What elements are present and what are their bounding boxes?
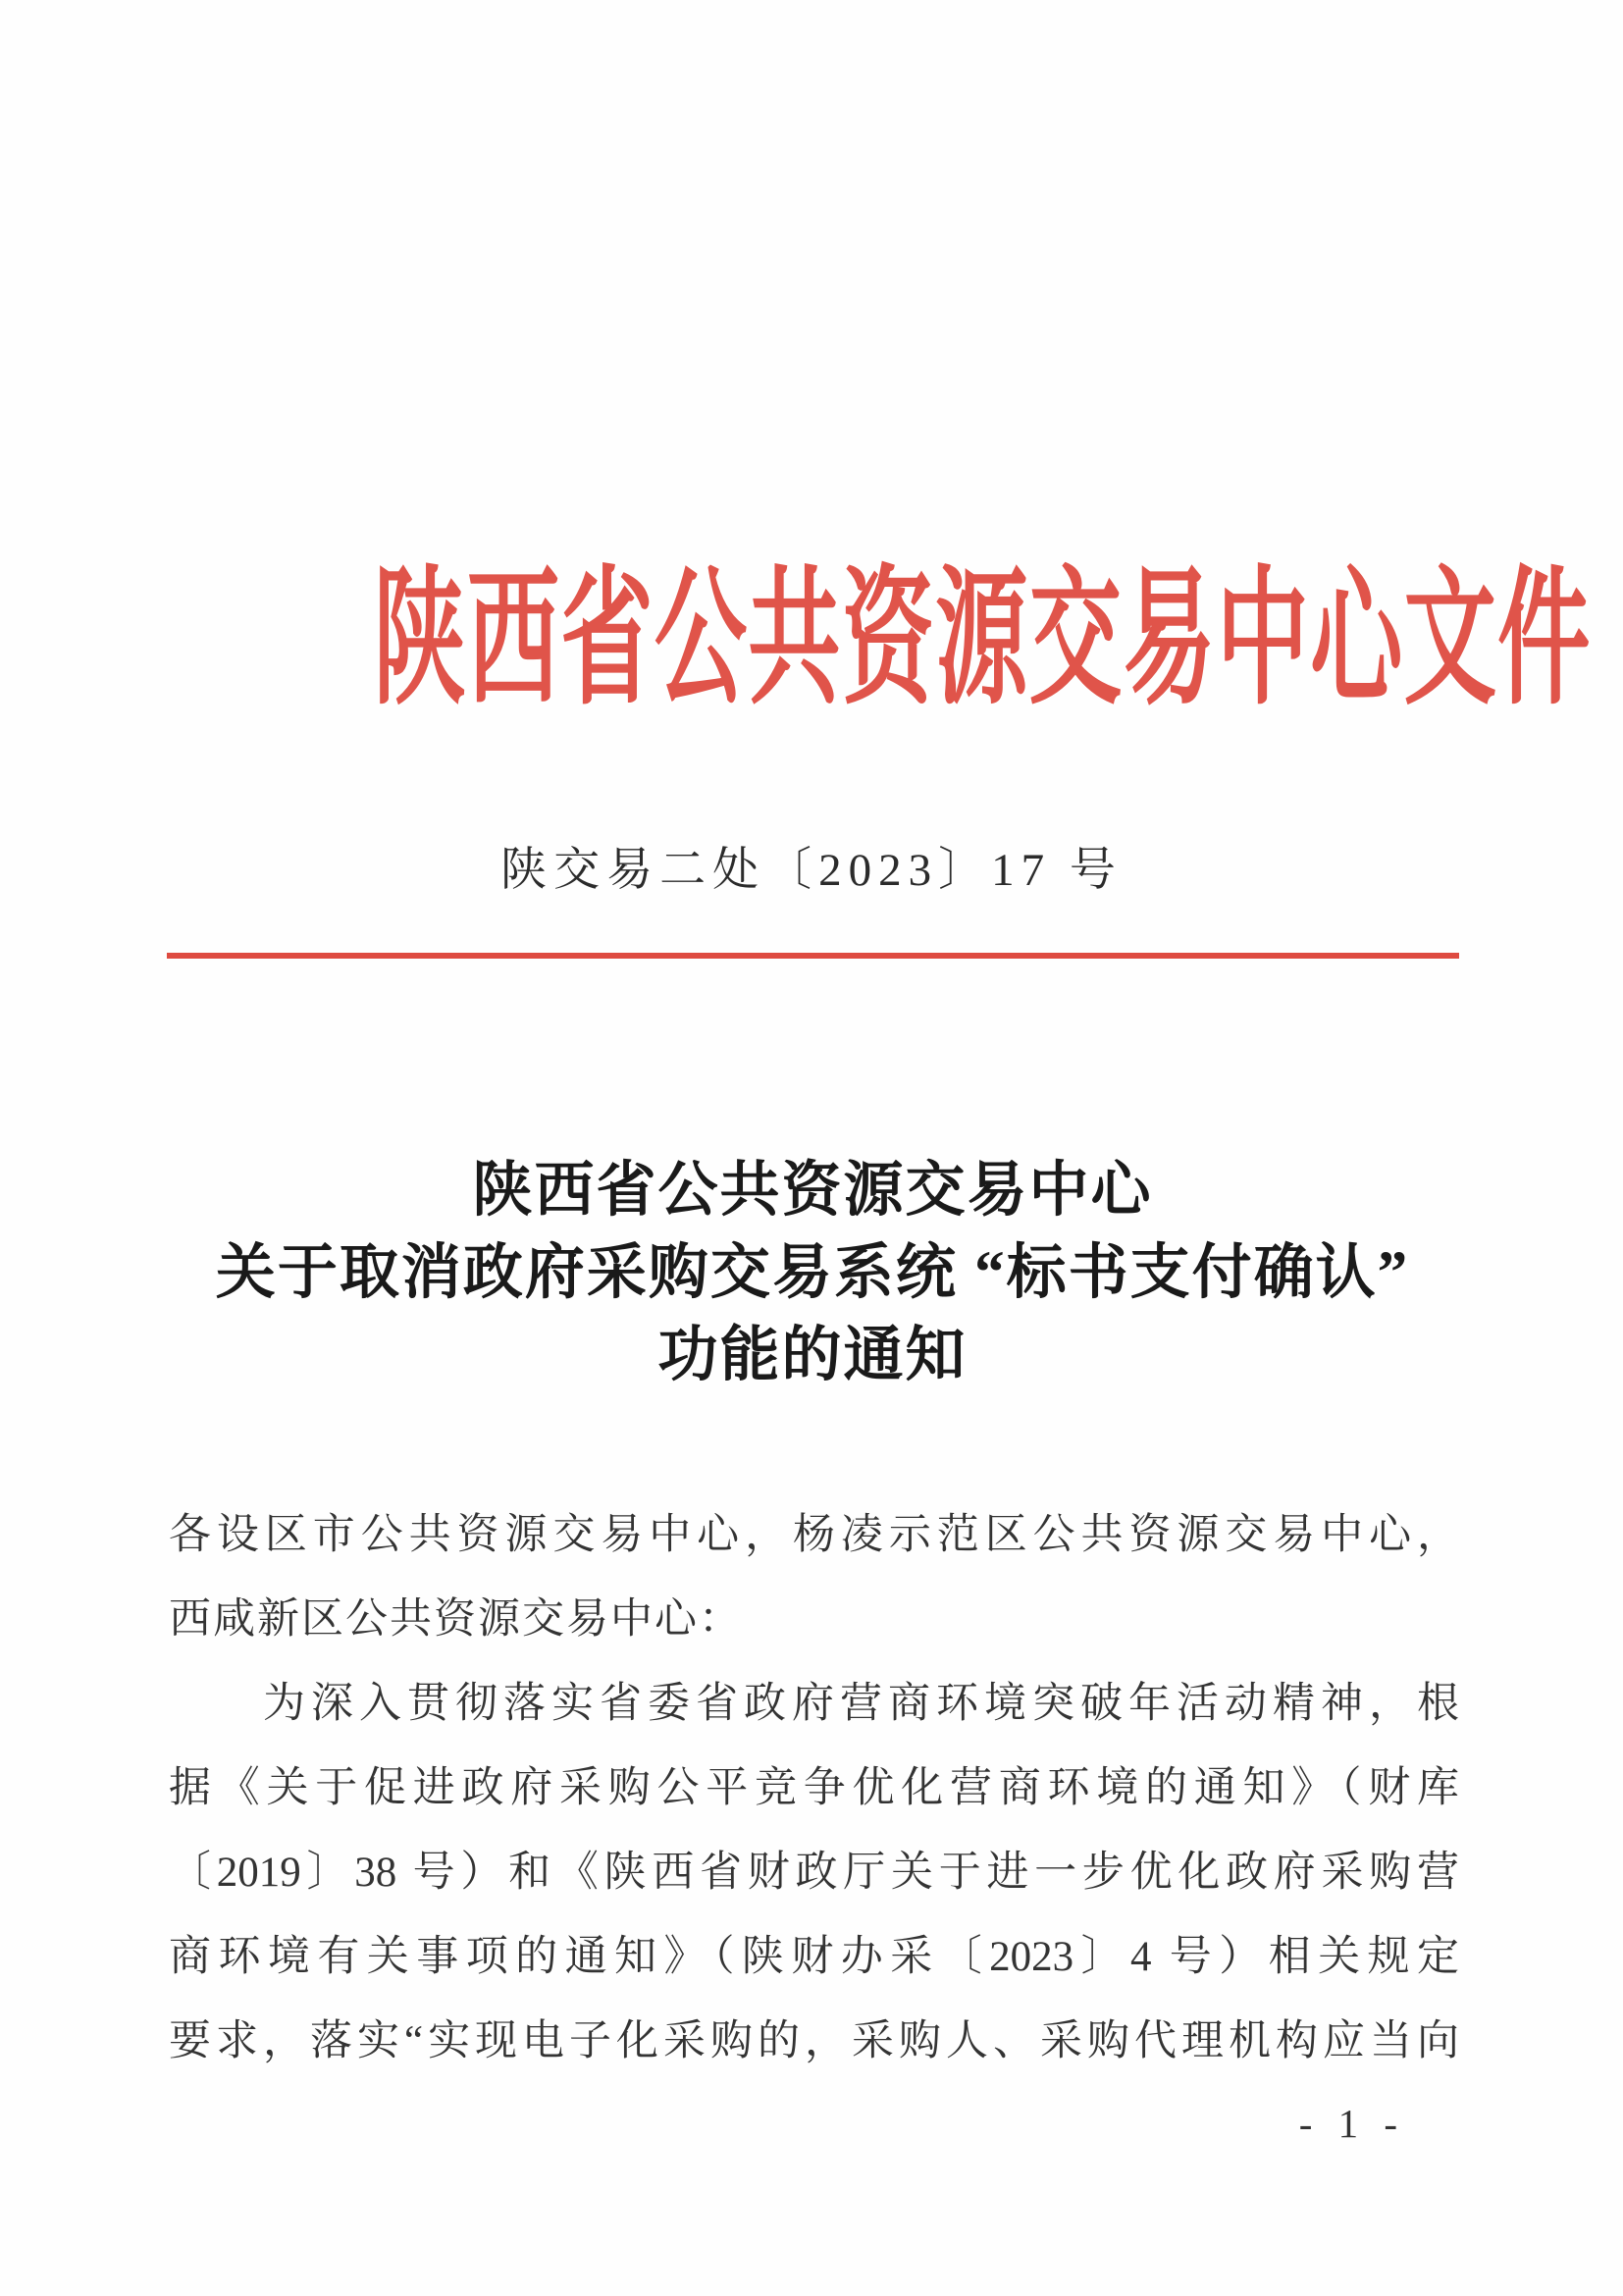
notice-title-line-3: 功能的通知 — [657, 1323, 968, 1388]
letterhead-title — [0, 542, 1623, 738]
page-number: - 1 - — [1298, 2101, 1405, 2146]
notice-title-line-2: 关于取消政府采购交易系统 “标书支付确认” — [215, 1240, 1410, 1306]
paragraph-line-1: 为深入贯彻落实省委省政府营商环境突破年活动精神，根 — [263, 1681, 1459, 1727]
notice-body — [169, 1493, 1459, 2084]
letterhead-divider-line — [167, 953, 1459, 959]
letterhead-title-text: 陕西省公共资源交易中心文件 — [373, 557, 1592, 722]
recipient-line-2: 西咸新区公共资源交易中心： — [169, 1596, 743, 1643]
notice-title-line-1: 陕西省公共资源交易中心 — [472, 1158, 1153, 1224]
paragraph-line-5: 要求，落实“实现电子化采购的，采购人、采购代理机构应当向 — [169, 2018, 1459, 2064]
paragraph-line-4: 商环境有关事项的通知》（陕财办采〔2023〕4 号）相关规定 — [169, 1934, 1459, 1980]
document-number: 陕交易二处〔2023〕17 号 — [500, 845, 1123, 896]
recipient-line-1: 各设区市公共资源交易中心，杨凌示范区公共资源交易中心， — [169, 1512, 1459, 1558]
paragraph-line-3: 〔2019〕38 号）和《陕西省财政厅关于进一步优化政府采购营 — [169, 1850, 1459, 1896]
paragraph-line-2: 据《关于促进政府采购公平竞争优化营商环境的通知》（财库 — [169, 1765, 1459, 1811]
notice-title — [165, 1150, 1460, 1397]
